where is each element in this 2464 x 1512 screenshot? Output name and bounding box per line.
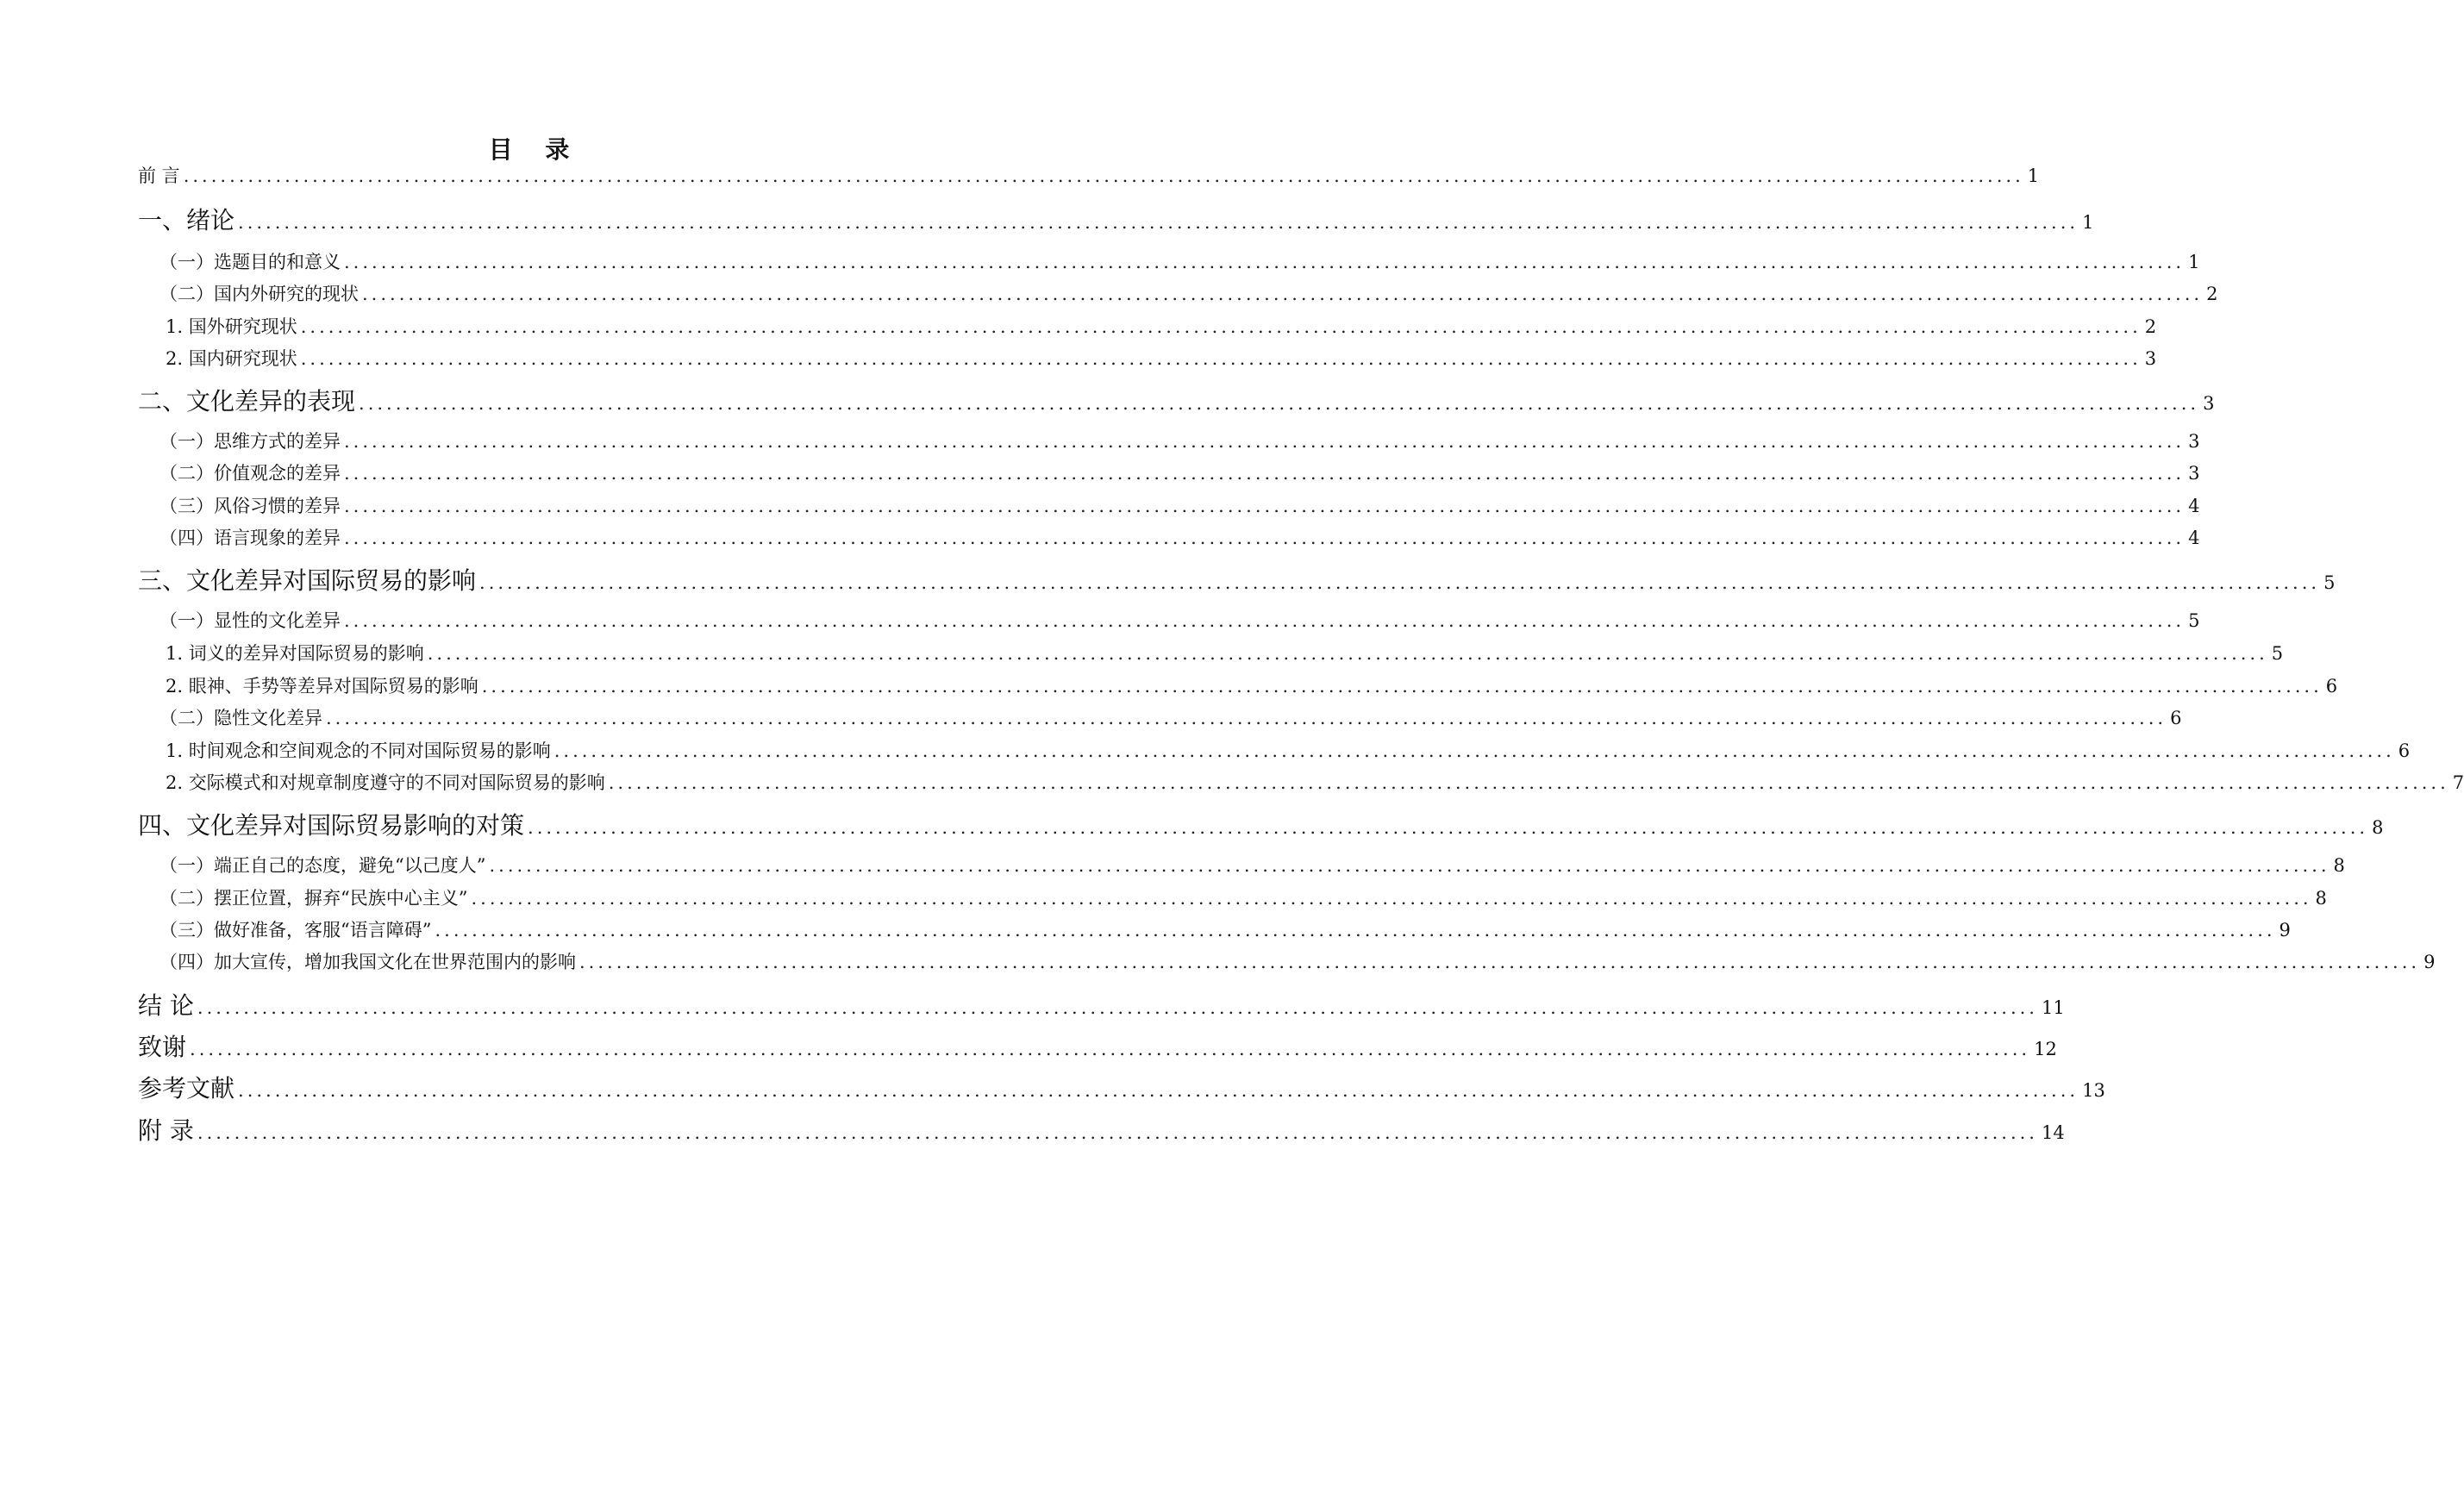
toc-entry-page-number: 5 [2188, 610, 2200, 631]
toc-entry[interactable] [138, 807, 2384, 841]
toc-entry-label: （三）做好准备，客服“语言障碍” [159, 920, 432, 940]
toc-entry[interactable] [159, 916, 2291, 942]
dot-leader: ........................................................................................................................................................................................................ [183, 166, 2024, 186]
toc-entry-page-number: 3 [2188, 463, 2200, 484]
toc-entry-page-number: 8 [2333, 855, 2345, 876]
toc-entry[interactable] [166, 345, 2157, 371]
toc-entry[interactable] [159, 280, 2218, 306]
toc-entry-page-number: 11 [2041, 997, 2065, 1018]
dot-leader: ........................................................................................................................................................................................................ [197, 1122, 2038, 1143]
toc-entry-page-number: 3 [2188, 431, 2200, 452]
toc-entry[interactable] [166, 672, 2338, 698]
toc-entry-label: 二、文化差异的表现 [138, 387, 356, 415]
dot-leader: ........................................................................................................................................................................................................ [579, 952, 2421, 972]
toc-entry-page-number: 1 [2027, 166, 2040, 186]
toc-entry[interactable] [138, 562, 2336, 597]
toc-entry[interactable] [159, 459, 2200, 485]
toc-entry-label: 2. 眼神、手势等差异对国际贸易的影响 [166, 676, 478, 697]
toc-entry-page-number: 7 [2452, 772, 2464, 793]
toc-entry-label: 2. 国内研究现状 [166, 348, 297, 369]
toc-entry[interactable] [166, 640, 2284, 665]
dot-leader: ........................................................................................................................................................................................................ [481, 676, 2323, 697]
toc-entry-label: （二）价值观念的差异 [159, 463, 341, 484]
dot-leader: ........................................................................................................................................................................................................ [344, 252, 2186, 272]
toc-entry-page-number: 5 [2323, 572, 2336, 593]
dot-leader: ........................................................................................................................................................................................................ [197, 997, 2038, 1018]
dot-leader: ........................................................................................................................................................................................................ [344, 496, 2186, 516]
dot-leader: ........................................................................................................................................................................................................ [489, 855, 2330, 876]
dot-leader: ........................................................................................................................................................................................................ [344, 610, 2186, 631]
toc-entry-page-number: 5 [2271, 643, 2284, 664]
toc-entry-page-number: 1 [2082, 212, 2094, 233]
toc-entry-page-number: 14 [2041, 1122, 2065, 1143]
toc-entry[interactable] [166, 769, 2464, 795]
dot-leader: ........................................................................................................................................................................................................ [190, 1039, 2031, 1059]
toc-title: 目 录 [488, 135, 582, 164]
toc-entry-page-number: 1 [2188, 252, 2200, 272]
toc-entry-page-number: 3 [2203, 393, 2215, 414]
dot-leader: ........................................................................................................................................................................................................ [300, 316, 2142, 337]
toc-entry-label: 1. 国外研究现状 [166, 316, 297, 337]
toc-entry-page-number: 8 [2372, 817, 2384, 838]
toc-entry-label: 前 言 [138, 166, 180, 186]
toc-entry-label: （一）选题目的和意义 [159, 252, 341, 272]
toc-entry-page-number: 9 [2423, 952, 2436, 972]
toc-entry-label: 致谢 [138, 1033, 187, 1061]
dot-leader: ........................................................................................................................................................................................................ [344, 528, 2186, 548]
toc-entry[interactable] [166, 737, 2411, 763]
toc-entry[interactable] [138, 1028, 2057, 1063]
toc-entry[interactable] [159, 948, 2436, 974]
toc-entry-page-number: 6 [2398, 740, 2411, 761]
toc-entry-page-number: 2 [2144, 316, 2157, 337]
toc-entry-label: （三）风俗习惯的差异 [159, 496, 341, 516]
toc-entry-page-number: 8 [2315, 888, 2327, 909]
toc-entry-page-number: 6 [2325, 676, 2338, 697]
toc-entry-label: （一）端正自己的态度，避免“以己度人” [159, 855, 486, 876]
dot-leader: ........................................................................................................................................................................................................ [435, 920, 2276, 940]
dot-leader: ........................................................................................................................................................................................................ [528, 817, 2369, 838]
toc-entry[interactable] [138, 1112, 2065, 1146]
toc-entry-label: 四、文化差异对国际贸易影响的对策 [138, 811, 525, 840]
toc-entry[interactable] [138, 383, 2215, 417]
toc-entry-page-number: 4 [2188, 496, 2200, 516]
toc-entry[interactable] [138, 162, 2040, 188]
dot-leader: ........................................................................................................................................................................................................ [608, 772, 2449, 793]
toc-entry[interactable] [159, 492, 2200, 518]
dot-leader: ........................................................................................................................................................................................................ [479, 572, 2321, 593]
toc-entry-label: （一）思维方式的差异 [159, 431, 341, 452]
toc-entry-page-number: 6 [2170, 708, 2182, 728]
toc-entry-page-number: 13 [2082, 1080, 2105, 1101]
toc-entry-label: （二）隐性文化差异 [159, 708, 322, 728]
toc-entry[interactable] [159, 524, 2200, 550]
toc-entry-label: 附 录 [138, 1116, 194, 1145]
toc-entry-label: （四）加大宣传，增加我国文化在世界范围内的影响 [159, 952, 576, 972]
toc-entry-label: 一、绪论 [138, 206, 235, 234]
toc-entry-label: 2. 交际模式和对规章制度遵守的不同对国际贸易的影响 [166, 772, 605, 793]
dot-leader: ........................................................................................................................................................................................................ [238, 1080, 2079, 1101]
dot-leader: ........................................................................................................................................................................................................ [344, 463, 2186, 484]
toc-entry[interactable] [166, 313, 2157, 339]
dot-leader: ........................................................................................................................................................................................................ [471, 888, 2312, 909]
toc-entry-page-number: 12 [2034, 1039, 2057, 1059]
toc-entry-page-number: 2 [2206, 284, 2218, 304]
toc-entry-label: 1. 词义的差异对国际贸易的影响 [166, 643, 424, 664]
dot-leader: ........................................................................................................................................................................................................ [300, 348, 2142, 369]
toc-entry-label: 三、文化差异对国际贸易的影响 [138, 566, 477, 595]
dot-leader: ........................................................................................................................................................................................................ [359, 393, 2200, 414]
toc-entry-label: （四）语言现象的差异 [159, 528, 341, 548]
toc-entry[interactable] [138, 1070, 2105, 1104]
toc-entry-page-number: 9 [2279, 920, 2291, 940]
dot-leader: ........................................................................................................................................................................................................ [326, 708, 2167, 728]
toc-entry-label: 参考文献 [138, 1074, 235, 1103]
toc-entry-label: （一）显性的文化差异 [159, 610, 341, 631]
toc-entry[interactable] [159, 884, 2327, 910]
dot-leader: ........................................................................................................................................................................................................ [344, 431, 2186, 452]
toc-entry-label: （二）摆正位置，摒弃“民族中心主义” [159, 888, 468, 909]
dot-leader: ........................................................................................................................................................................................................ [553, 740, 2395, 761]
toc-entry-label: 结 论 [138, 991, 194, 1020]
dot-leader: ........................................................................................................................................................................................................ [362, 284, 2204, 304]
toc-entry[interactable] [159, 607, 2200, 633]
toc-entry-page-number: 3 [2144, 348, 2157, 369]
toc-entry[interactable] [159, 428, 2200, 453]
toc-entry-label: 1. 时间观念和空间观念的不同对国际贸易的影响 [166, 740, 551, 761]
dot-leader: ........................................................................................................................................................................................................ [238, 212, 2079, 233]
toc-entry[interactable] [138, 202, 2094, 236]
toc-entry[interactable] [159, 704, 2182, 730]
toc-entry[interactable] [138, 987, 2065, 1022]
toc-entry[interactable] [159, 852, 2345, 878]
toc-entry[interactable] [159, 248, 2200, 274]
toc-entry-page-number: 4 [2188, 528, 2200, 548]
toc-entry-label: （二）国内外研究的现状 [159, 284, 359, 304]
dot-leader: ........................................................................................................................................................................................................ [427, 643, 2268, 664]
